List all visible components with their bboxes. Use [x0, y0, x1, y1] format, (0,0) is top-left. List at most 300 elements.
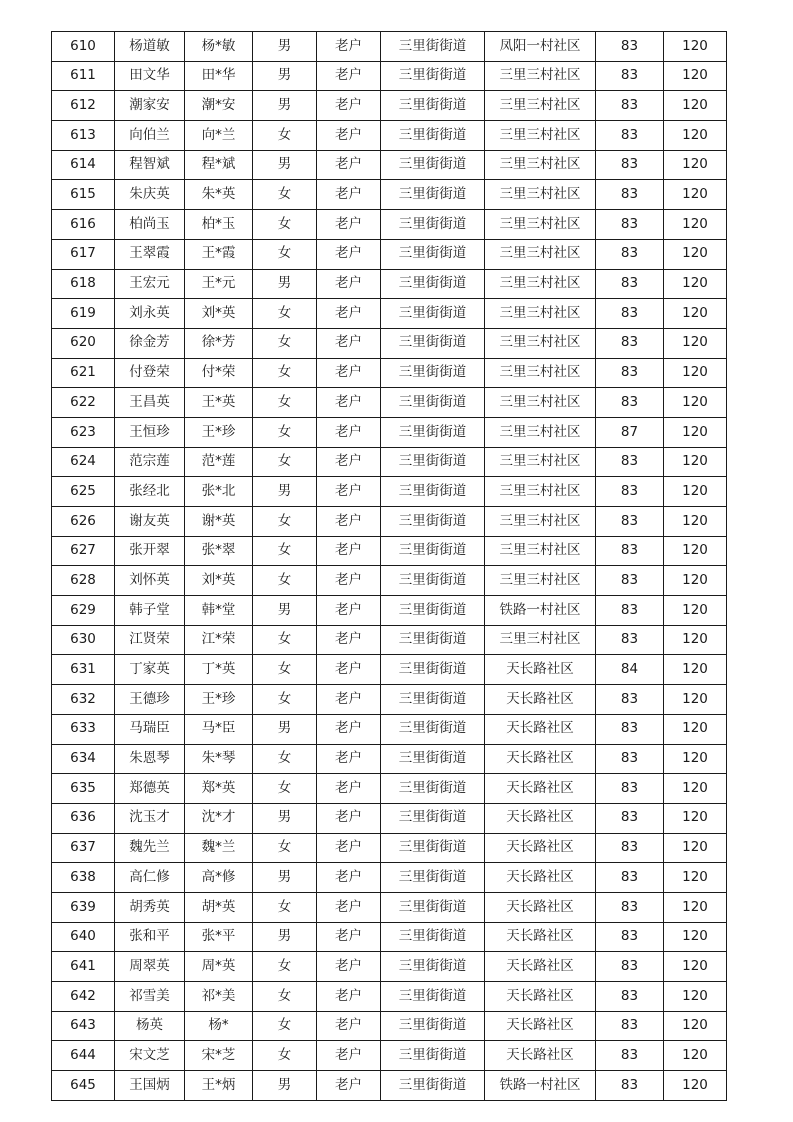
cell-masked-name: 朱*琴 [185, 744, 253, 774]
cell-masked-name: 王*珍 [185, 417, 253, 447]
cell-name: 王恒珍 [115, 417, 185, 447]
table-row [52, 714, 727, 744]
cell-masked-name: 沈*才 [185, 803, 253, 833]
cell-index: 640 [52, 922, 115, 952]
cell-community: 天长路社区 [485, 833, 596, 863]
table-row [52, 774, 727, 804]
cell-street: 三里街街道 [381, 625, 485, 655]
cell-gender: 女 [253, 566, 317, 596]
cell-masked-name: 张*平 [185, 922, 253, 952]
cell-index: 620 [52, 328, 115, 358]
cell-type: 老户 [317, 1041, 381, 1071]
cell-type: 老户 [317, 774, 381, 804]
cell-gender: 女 [253, 121, 317, 151]
cell-street: 三里街街道 [381, 61, 485, 91]
cell-community: 天长路社区 [485, 922, 596, 952]
cell-name: 周翠英 [115, 952, 185, 982]
cell-name: 高仁修 [115, 863, 185, 893]
cell-street: 三里街街道 [381, 1071, 485, 1101]
cell-age: 83 [596, 210, 664, 240]
table-row [52, 803, 727, 833]
cell-age: 83 [596, 625, 664, 655]
cell-amount: 120 [664, 91, 727, 121]
cell-gender: 女 [253, 952, 317, 982]
cell-street: 三里街街道 [381, 685, 485, 715]
cell-gender: 男 [253, 477, 317, 507]
cell-type: 老户 [317, 625, 381, 655]
cell-community: 三里三村社区 [485, 121, 596, 151]
cell-age: 83 [596, 61, 664, 91]
cell-type: 老户 [317, 210, 381, 240]
cell-street: 三里街街道 [381, 388, 485, 418]
cell-masked-name: 祁*美 [185, 982, 253, 1012]
cell-age: 83 [596, 180, 664, 210]
cell-street: 三里街街道 [381, 32, 485, 62]
cell-age: 83 [596, 358, 664, 388]
cell-gender: 男 [253, 1071, 317, 1101]
cell-name: 朱庆英 [115, 180, 185, 210]
cell-masked-name: 王*英 [185, 388, 253, 418]
cell-community: 三里三村社区 [485, 91, 596, 121]
cell-name: 范宗莲 [115, 447, 185, 477]
cell-type: 老户 [317, 536, 381, 566]
cell-name: 沈玉才 [115, 803, 185, 833]
cell-age: 84 [596, 655, 664, 685]
table-row [52, 32, 727, 62]
cell-index: 636 [52, 803, 115, 833]
cell-gender: 女 [253, 239, 317, 269]
cell-masked-name: 谢*英 [185, 507, 253, 537]
cell-amount: 120 [664, 566, 727, 596]
cell-street: 三里街街道 [381, 121, 485, 151]
cell-index: 615 [52, 180, 115, 210]
cell-name: 向伯兰 [115, 121, 185, 151]
cell-amount: 120 [664, 714, 727, 744]
cell-masked-name: 范*莲 [185, 447, 253, 477]
cell-masked-name: 程*斌 [185, 150, 253, 180]
cell-name: 柏尚玉 [115, 210, 185, 240]
cell-masked-name: 付*荣 [185, 358, 253, 388]
table-row [52, 180, 727, 210]
cell-type: 老户 [317, 239, 381, 269]
cell-index: 617 [52, 239, 115, 269]
table-row [52, 1071, 727, 1101]
cell-name: 胡秀英 [115, 892, 185, 922]
cell-street: 三里街街道 [381, 655, 485, 685]
cell-street: 三里街街道 [381, 477, 485, 507]
cell-street: 三里街街道 [381, 892, 485, 922]
table-row [52, 269, 727, 299]
cell-index: 616 [52, 210, 115, 240]
cell-community: 天长路社区 [485, 774, 596, 804]
cell-street: 三里街街道 [381, 507, 485, 537]
cell-community: 三里三村社区 [485, 536, 596, 566]
cell-street: 三里街街道 [381, 803, 485, 833]
table-row [52, 1041, 727, 1071]
cell-type: 老户 [317, 358, 381, 388]
cell-amount: 120 [664, 982, 727, 1012]
cell-street: 三里街街道 [381, 833, 485, 863]
cell-masked-name: 宋*芝 [185, 1041, 253, 1071]
cell-type: 老户 [317, 744, 381, 774]
cell-name: 王翠霞 [115, 239, 185, 269]
table-row [52, 982, 727, 1012]
cell-type: 老户 [317, 447, 381, 477]
cell-community: 凤阳一村社区 [485, 32, 596, 62]
cell-street: 三里街街道 [381, 417, 485, 447]
cell-index: 625 [52, 477, 115, 507]
cell-gender: 女 [253, 982, 317, 1012]
cell-index: 610 [52, 32, 115, 62]
cell-index: 645 [52, 1071, 115, 1101]
table-row [52, 239, 727, 269]
cell-community: 三里三村社区 [485, 61, 596, 91]
cell-amount: 120 [664, 388, 727, 418]
cell-type: 老户 [317, 121, 381, 151]
cell-type: 老户 [317, 61, 381, 91]
cell-community: 天长路社区 [485, 1011, 596, 1041]
cell-amount: 120 [664, 655, 727, 685]
cell-gender: 男 [253, 150, 317, 180]
cell-index: 619 [52, 299, 115, 329]
table-row [52, 477, 727, 507]
cell-name: 杨英 [115, 1011, 185, 1041]
cell-name: 马瑞臣 [115, 714, 185, 744]
table-row [52, 358, 727, 388]
cell-index: 628 [52, 566, 115, 596]
cell-gender: 女 [253, 210, 317, 240]
table-row [52, 892, 727, 922]
cell-gender: 女 [253, 1011, 317, 1041]
cell-gender: 女 [253, 447, 317, 477]
cell-amount: 120 [664, 210, 727, 240]
cell-type: 老户 [317, 714, 381, 744]
cell-street: 三里街街道 [381, 447, 485, 477]
cell-gender: 女 [253, 180, 317, 210]
table-row [52, 299, 727, 329]
cell-community: 天长路社区 [485, 863, 596, 893]
cell-street: 三里街街道 [381, 536, 485, 566]
cell-masked-name: 王*元 [185, 269, 253, 299]
cell-amount: 120 [664, 1041, 727, 1071]
cell-street: 三里街街道 [381, 150, 485, 180]
cell-gender: 女 [253, 417, 317, 447]
cell-community: 三里三村社区 [485, 447, 596, 477]
cell-amount: 120 [664, 596, 727, 626]
cell-community: 铁路一村社区 [485, 1071, 596, 1101]
table-row [52, 1011, 727, 1041]
cell-type: 老户 [317, 507, 381, 537]
table-row [52, 328, 727, 358]
cell-index: 630 [52, 625, 115, 655]
cell-index: 639 [52, 892, 115, 922]
cell-type: 老户 [317, 833, 381, 863]
cell-gender: 女 [253, 655, 317, 685]
cell-index: 621 [52, 358, 115, 388]
cell-type: 老户 [317, 892, 381, 922]
cell-street: 三里街街道 [381, 744, 485, 774]
cell-name: 张开翠 [115, 536, 185, 566]
cell-name: 田文华 [115, 61, 185, 91]
cell-street: 三里街街道 [381, 982, 485, 1012]
cell-community: 天长路社区 [485, 1041, 596, 1071]
cell-street: 三里街街道 [381, 358, 485, 388]
cell-amount: 120 [664, 685, 727, 715]
cell-masked-name: 王*炳 [185, 1071, 253, 1101]
cell-masked-name: 江*荣 [185, 625, 253, 655]
cell-amount: 120 [664, 952, 727, 982]
cell-index: 622 [52, 388, 115, 418]
table-row [52, 655, 727, 685]
cell-age: 83 [596, 299, 664, 329]
cell-amount: 120 [664, 833, 727, 863]
cell-community: 三里三村社区 [485, 477, 596, 507]
cell-masked-name: 周*英 [185, 952, 253, 982]
cell-name: 潮家安 [115, 91, 185, 121]
cell-masked-name: 王*珍 [185, 685, 253, 715]
cell-type: 老户 [317, 269, 381, 299]
cell-index: 614 [52, 150, 115, 180]
cell-name: 郑德英 [115, 774, 185, 804]
cell-amount: 120 [664, 477, 727, 507]
cell-community: 三里三村社区 [485, 358, 596, 388]
cell-gender: 女 [253, 833, 317, 863]
cell-street: 三里街街道 [381, 91, 485, 121]
cell-index: 623 [52, 417, 115, 447]
cell-index: 635 [52, 774, 115, 804]
document-page [51, 31, 726, 1101]
cell-name: 张和平 [115, 922, 185, 952]
cell-type: 老户 [317, 863, 381, 893]
cell-gender: 女 [253, 299, 317, 329]
table-row [52, 952, 727, 982]
cell-index: 638 [52, 863, 115, 893]
cell-type: 老户 [317, 477, 381, 507]
cell-type: 老户 [317, 1071, 381, 1101]
cell-gender: 女 [253, 892, 317, 922]
cell-gender: 女 [253, 358, 317, 388]
cell-index: 633 [52, 714, 115, 744]
cell-age: 83 [596, 477, 664, 507]
cell-name: 王国炳 [115, 1071, 185, 1101]
cell-name: 张经北 [115, 477, 185, 507]
cell-index: 627 [52, 536, 115, 566]
cell-amount: 120 [664, 536, 727, 566]
cell-masked-name: 张*北 [185, 477, 253, 507]
cell-masked-name: 徐*芳 [185, 328, 253, 358]
cell-street: 三里街街道 [381, 922, 485, 952]
cell-age: 83 [596, 91, 664, 121]
cell-community: 三里三村社区 [485, 417, 596, 447]
cell-type: 老户 [317, 566, 381, 596]
cell-street: 三里街街道 [381, 328, 485, 358]
cell-index: 629 [52, 596, 115, 626]
cell-age: 83 [596, 566, 664, 596]
cell-type: 老户 [317, 150, 381, 180]
cell-community: 天长路社区 [485, 952, 596, 982]
cell-masked-name: 郑*英 [185, 774, 253, 804]
cell-gender: 女 [253, 328, 317, 358]
cell-amount: 120 [664, 180, 727, 210]
cell-gender: 女 [253, 1041, 317, 1071]
cell-name: 魏先兰 [115, 833, 185, 863]
cell-amount: 120 [664, 447, 727, 477]
cell-type: 老户 [317, 91, 381, 121]
cell-type: 老户 [317, 417, 381, 447]
cell-name: 宋文芝 [115, 1041, 185, 1071]
cell-community: 三里三村社区 [485, 388, 596, 418]
cell-type: 老户 [317, 328, 381, 358]
cell-index: 632 [52, 685, 115, 715]
cell-name: 付登荣 [115, 358, 185, 388]
cell-gender: 男 [253, 596, 317, 626]
cell-gender: 女 [253, 388, 317, 418]
cell-age: 83 [596, 1041, 664, 1071]
roster-table [51, 31, 727, 1101]
cell-amount: 120 [664, 863, 727, 893]
cell-age: 83 [596, 328, 664, 358]
cell-gender: 男 [253, 269, 317, 299]
cell-amount: 120 [664, 121, 727, 151]
table-row [52, 863, 727, 893]
cell-index: 634 [52, 744, 115, 774]
cell-index: 643 [52, 1011, 115, 1041]
cell-index: 644 [52, 1041, 115, 1071]
cell-street: 三里街街道 [381, 596, 485, 626]
table-row [52, 685, 727, 715]
cell-community: 三里三村社区 [485, 507, 596, 537]
cell-gender: 男 [253, 91, 317, 121]
cell-masked-name: 胡*英 [185, 892, 253, 922]
cell-type: 老户 [317, 803, 381, 833]
cell-type: 老户 [317, 32, 381, 62]
table-row [52, 61, 727, 91]
cell-type: 老户 [317, 299, 381, 329]
cell-index: 624 [52, 447, 115, 477]
cell-amount: 120 [664, 774, 727, 804]
cell-community: 天长路社区 [485, 803, 596, 833]
cell-index: 637 [52, 833, 115, 863]
cell-name: 徐金芳 [115, 328, 185, 358]
cell-amount: 120 [664, 269, 727, 299]
cell-community: 天长路社区 [485, 655, 596, 685]
table-row [52, 566, 727, 596]
cell-gender: 男 [253, 61, 317, 91]
cell-masked-name: 杨*敏 [185, 32, 253, 62]
cell-age: 83 [596, 952, 664, 982]
cell-age: 83 [596, 239, 664, 269]
cell-amount: 120 [664, 1011, 727, 1041]
table-row [52, 744, 727, 774]
cell-age: 83 [596, 833, 664, 863]
cell-index: 642 [52, 982, 115, 1012]
cell-community: 天长路社区 [485, 714, 596, 744]
cell-street: 三里街街道 [381, 863, 485, 893]
cell-name: 刘怀英 [115, 566, 185, 596]
cell-name: 朱恩琴 [115, 744, 185, 774]
cell-amount: 120 [664, 625, 727, 655]
table-row [52, 536, 727, 566]
table-row [52, 150, 727, 180]
cell-amount: 120 [664, 892, 727, 922]
cell-masked-name: 刘*英 [185, 299, 253, 329]
cell-masked-name: 张*翠 [185, 536, 253, 566]
cell-street: 三里街街道 [381, 210, 485, 240]
cell-amount: 120 [664, 922, 727, 952]
cell-type: 老户 [317, 922, 381, 952]
cell-age: 83 [596, 863, 664, 893]
cell-gender: 男 [253, 714, 317, 744]
cell-community: 三里三村社区 [485, 299, 596, 329]
table-row [52, 121, 727, 151]
cell-type: 老户 [317, 1011, 381, 1041]
cell-street: 三里街街道 [381, 952, 485, 982]
cell-community: 天长路社区 [485, 892, 596, 922]
table-row [52, 417, 727, 447]
cell-name: 王宏元 [115, 269, 185, 299]
cell-amount: 120 [664, 328, 727, 358]
cell-masked-name: 丁*英 [185, 655, 253, 685]
cell-name: 谢友英 [115, 507, 185, 537]
cell-masked-name: 田*华 [185, 61, 253, 91]
cell-gender: 女 [253, 774, 317, 804]
cell-masked-name: 马*臣 [185, 714, 253, 744]
cell-street: 三里街街道 [381, 714, 485, 744]
cell-type: 老户 [317, 596, 381, 626]
cell-amount: 120 [664, 32, 727, 62]
table-row [52, 210, 727, 240]
cell-community: 铁路一村社区 [485, 596, 596, 626]
cell-community: 三里三村社区 [485, 239, 596, 269]
cell-amount: 120 [664, 507, 727, 537]
cell-community: 三里三村社区 [485, 180, 596, 210]
cell-amount: 120 [664, 150, 727, 180]
cell-community: 三里三村社区 [485, 328, 596, 358]
cell-age: 83 [596, 536, 664, 566]
cell-age: 83 [596, 774, 664, 804]
cell-street: 三里街街道 [381, 299, 485, 329]
cell-masked-name: 高*修 [185, 863, 253, 893]
cell-age: 87 [596, 417, 664, 447]
cell-name: 王昌英 [115, 388, 185, 418]
cell-name: 丁家英 [115, 655, 185, 685]
cell-gender: 女 [253, 744, 317, 774]
cell-name: 刘永英 [115, 299, 185, 329]
cell-type: 老户 [317, 982, 381, 1012]
cell-masked-name: 韩*堂 [185, 596, 253, 626]
cell-masked-name: 向*兰 [185, 121, 253, 151]
cell-amount: 120 [664, 299, 727, 329]
table-row [52, 922, 727, 952]
cell-amount: 120 [664, 1071, 727, 1101]
cell-age: 83 [596, 1011, 664, 1041]
cell-street: 三里街街道 [381, 1041, 485, 1071]
cell-gender: 男 [253, 32, 317, 62]
cell-gender: 女 [253, 536, 317, 566]
table-row [52, 625, 727, 655]
cell-name: 韩子堂 [115, 596, 185, 626]
cell-gender: 女 [253, 685, 317, 715]
cell-name: 程智斌 [115, 150, 185, 180]
cell-amount: 120 [664, 803, 727, 833]
cell-community: 天长路社区 [485, 982, 596, 1012]
cell-age: 83 [596, 269, 664, 299]
cell-age: 83 [596, 507, 664, 537]
cell-index: 611 [52, 61, 115, 91]
cell-name: 祁雪美 [115, 982, 185, 1012]
cell-street: 三里街街道 [381, 180, 485, 210]
cell-amount: 120 [664, 239, 727, 269]
